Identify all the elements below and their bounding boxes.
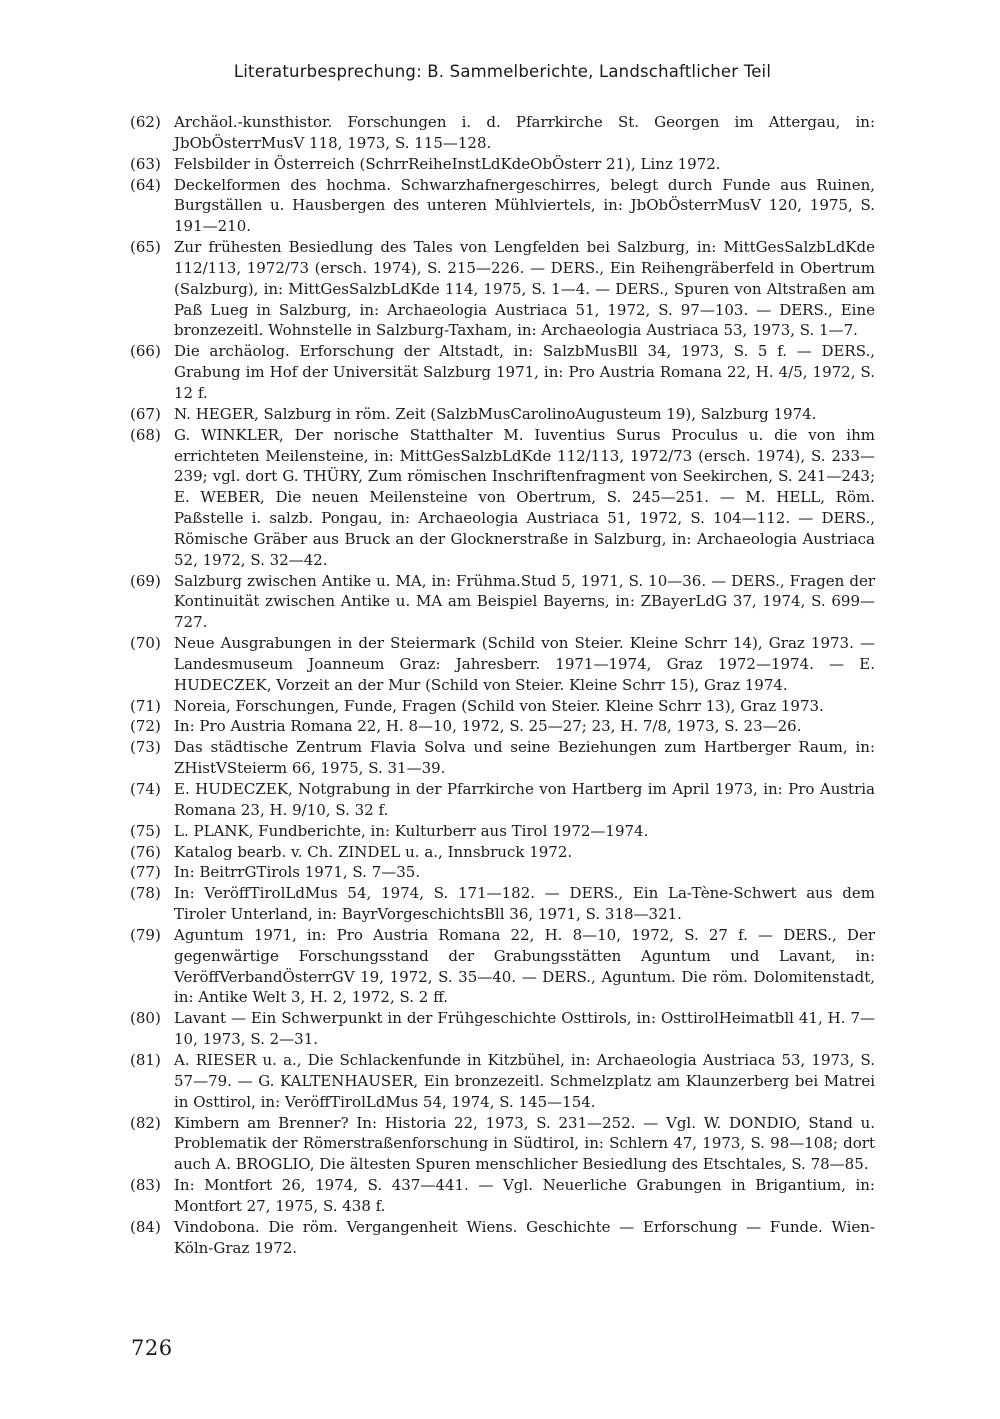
reference-entry — [130, 821, 875, 842]
reference-number: (64) — [130, 175, 161, 194]
reference-text: Zur frühesten Besiedlung des Tales von Lengfelden bei Salzburg, in: MittGesSalzbLdKde 112/113, 1972/73 (ersch. 1974), S. 215—226. — DERS., Ein Reihengräberfeld in Obertrum (Salzburg), in: MittGesSalzbLdKde 114, 1975, S. 1—4. — DERS., Spuren von Altstraßen am Paß Lueg in Salzburg, in: Archaeologia Austriaca 51, 1972, S. 97—103. — DERS., Eine bronzezeitl. Wohnstelle in Salzburg-Taxham, in: Archaeologia Austriaca 53, 1973, S. 1—7. — [174, 238, 875, 340]
reference-text: Die archäolog. Erforschung der Altstadt, in: SalzbMusBll 34, 1973, S. 5 f. — DERS., Grabung im Hof der Universität Salzburg 1971, in: Pro Austria Romana 22, H. 4/5, 1972, S. 12 f. — [174, 342, 875, 402]
reference-text: Archäol.-kunsthistor. Forschungen i. d. Pfarrkirche St. Georgen im Attergau, in: JbObÖsterrMusV 118, 1973, S. 115—128. — [174, 113, 875, 152]
reference-entry — [130, 633, 875, 696]
reference-text: Kimbern am Brenner? In: Historia 22, 1973, S. 231—252. — Vgl. W. DONDIO, Stand u. Problematik der Römerstraßenforschung in Südtirol, in: Schlern 47, 1973, S. 98—108; dort auch A. BROGLIO, Die ältesten Spuren menschlicher Besiedlung des Etschtales, S. 78—85. — [174, 1113, 875, 1174]
reference-entry — [130, 716, 875, 737]
reference-number: (84) — [130, 1217, 161, 1236]
reference-text: In: VeröffTirolLdMus 54, 1974, S. 171—182. — DERS., Ein La-Tène-Schwert aus dem Tiroler Unterland, in: BayrVorgeschichtsBll 36, 1971, S. 318—321. — [174, 884, 875, 924]
reference-text: N. HEGER, Salzburg in röm. Zeit (SalzbMusCarolinoAugusteum 19), Salzburg 1974. — [174, 404, 817, 423]
reference-text: Aguntum 1971, in: Pro Austria Romana 22, H. 8—10, 1972, S. 27 f. — DERS., Der gegenwärtige Forschungsstand der Grabungsstätten Aguntum und Lavant, in: VeröffVerbandÖsterrGV 19, 1972, S. 35—40. — DERS., Aguntum. Die röm. Dolomitenstadt, in: Antike Welt 3, H. 2, 1972, S. 2 ff. — [174, 925, 875, 1007]
reference-entry — [130, 571, 875, 634]
reference-text: In: Pro Austria Romana 22, H. 8—10, 1972, S. 25—27; 23, H. 7/8, 1973, S. 23—26. — [174, 717, 802, 736]
reference-entry — [130, 1008, 875, 1050]
reference-number: (77) — [130, 863, 161, 882]
running-header: Literaturbesprechung: B. Sammelberichte, Landschaftlicher Teil — [233, 62, 772, 81]
reference-text: Deckelformen des hochma. Schwarzhafnergeschirres, belegt durch Funde aus Ruinen, Burgställen u. Hausbergen des unteren Mühlviertels, in: JbObÖsterrMusV 120, 1975, S. 191—210. — [174, 175, 875, 236]
reference-text: Neue Ausgrabungen in der Steiermark (Schild von Steier. Kleine Schrr 14), Graz 1973. — Landesmuseum Joanneum Graz: Jahresberr. 1971—1974, Graz 1972—1974. — E. HUDECZEK, Vorzeit an der Mur (Schild von Steier. Kleine Schrr 15), Graz 1974. — [174, 634, 875, 694]
reference-number: (62) — [130, 113, 161, 131]
reference-entry — [130, 404, 875, 425]
reference-text: Lavant — Ein Schwerpunkt in der Frühgeschichte Osttirols, in: OsttirolHeimatbll 41, H. 7—10, 1973, S. 2—31. — [174, 1009, 875, 1049]
reference-entry — [130, 1217, 875, 1259]
reference-list — [130, 112, 875, 1258]
reference-entry — [130, 737, 875, 779]
reference-entry — [130, 154, 875, 175]
reference-text: A. RIESER u. a., Die Schlackenfunde in Kitzbühel, in: Archaeologia Austriaca 53, 1973, S. 57—79. — G. KALTENHAUSER, Ein bronzezeitl. Schmelzplatz am Klaunzerberg bei Matrei in Osttirol, in: VeröffTirolLdMus 54, 1974, S. 145—154. — [174, 1050, 875, 1111]
reference-entry — [130, 1050, 875, 1113]
reference-text: Katalog bearb. v. Ch. ZINDEL u. a., Innsbruck 1972. — [174, 842, 573, 861]
reference-entry — [130, 112, 875, 154]
reference-number: (80) — [130, 1009, 161, 1028]
reference-number: (69) — [130, 571, 161, 590]
reference-number: (83) — [130, 1176, 161, 1195]
reference-number: (82) — [130, 1113, 161, 1132]
reference-number: (63) — [130, 154, 161, 173]
reference-number: (73) — [130, 738, 161, 757]
reference-number: (67) — [130, 404, 161, 423]
reference-number: (72) — [130, 717, 161, 736]
reference-entry — [130, 862, 875, 883]
reference-number: (65) — [130, 238, 161, 257]
reference-text: L. PLANK, Fundberichte, in: Kulturberr aus Tirol 1972—1974. — [174, 821, 649, 840]
reference-text: Felsbilder in Österreich (SchrrReiheInstLdKdeObÖsterr 21), Linz 1972. — [174, 154, 721, 173]
page-number: 726 — [131, 1336, 173, 1360]
reference-text: Das städtische Zentrum Flavia Solva und seine Beziehungen zum Hartberger Raum, in: ZHistVSteierm 66, 1975, S. 31—39. — [174, 738, 875, 778]
reference-text: Noreia, Forschungen, Funde, Fragen (Schild von Steier. Kleine Schrr 13), Graz 1973. — [174, 696, 824, 715]
reference-text: In: Montfort 26, 1974, S. 437—441. — Vgl. Neuerliche Grabungen in Brigantium, in: Montfort 27, 1975, S. 438 f. — [174, 1176, 875, 1215]
reference-entry — [130, 341, 875, 404]
reference-entry — [130, 237, 875, 341]
reference-text: E. HUDECZEK, Notgrabung in der Pfarrkirche von Hartberg im April 1973, in: Pro Austria Romana 23, H. 9/10, S. 32 f. — [174, 780, 875, 819]
reference-number: (79) — [130, 925, 161, 944]
reference-entry — [130, 425, 875, 571]
reference-text: G. WINKLER, Der norische Statthalter M. Iuventius Surus Proculus u. die von ihm errichteten Meilensteine, in: MittGesSalzbLdKde 112/113, 1972/73 (ersch. 1974), S. 233—239; vgl. dort G. THÜRY, Zum römischen Inschriftenfragment von Seekirchen, S. 241—243; E. WEBER, Die neuen Meilensteine von Obertrum, S. 245—251. — M. HELL, Röm. Paßstelle i. salzb. Pongau, in: Archaeologia Austriaca 51, 1972, S. 104—112. — DERS., Römische Gräber aus Bruck an der Glocknerstraße in Salzburg, in: Archaeologia Austriaca 52, 1972, S. 32—42. — [174, 425, 875, 569]
reference-entry — [130, 1175, 875, 1217]
reference-entry — [130, 175, 875, 238]
reference-entry — [130, 779, 875, 821]
reference-entry — [130, 883, 875, 925]
reference-number: (81) — [130, 1050, 161, 1069]
reference-entry — [130, 1113, 875, 1176]
reference-number: (78) — [130, 884, 161, 903]
reference-number: (70) — [130, 634, 161, 653]
reference-text: In: BeitrrGTirols 1971, S. 7—35. — [174, 863, 421, 882]
reference-number: (75) — [130, 821, 161, 840]
reference-number: (66) — [130, 342, 161, 361]
reference-entry — [130, 925, 875, 1008]
reference-entry — [130, 842, 875, 863]
reference-entry — [130, 696, 875, 717]
reference-text: Vindobona. Die röm. Vergangenheit Wiens. Geschichte — Erforschung — Funde. Wien-Köln-Graz 1972. — [174, 1217, 875, 1257]
reference-number: (68) — [130, 425, 161, 444]
reference-number: (71) — [130, 696, 161, 715]
reference-number: (74) — [130, 780, 161, 798]
reference-number: (76) — [130, 842, 161, 861]
reference-text: Salzburg zwischen Antike u. MA, in: Frühma.Stud 5, 1971, S. 10—36. — DERS., Fragen der Kontinuität zwischen Antike u. MA am Beispiel Bayerns, in: ZBayerLdG 37, 1974, S. 699—727. — [174, 571, 875, 632]
